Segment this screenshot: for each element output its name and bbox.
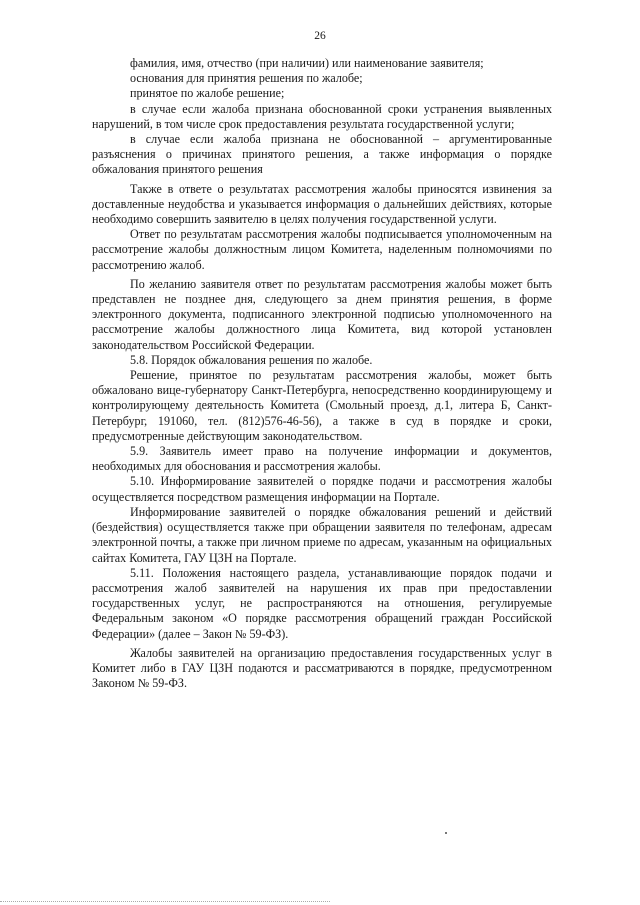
scan-edge-line (0, 901, 330, 902)
paragraph: Жалобы заявителей на организацию предоставления государственных услуг в Комитет либо в ГАУ ЦЗН подаются и рассматриваются в порядке, предусмотренном Законом № 59-ФЗ. (92, 645, 552, 691)
paragraph: 5.8. Порядок обжалования решения по жалобе. (130, 352, 373, 367)
scan-speck (445, 832, 447, 834)
paragraph: принятое по жалобе решение; (130, 86, 285, 101)
document-body (92, 56, 552, 691)
page-number: 26 (314, 30, 326, 42)
paragraph: Решение, принятое по результатам рассмотрения жалобы, может быть обжаловано вице-губернатору Санкт-Петербурга, непосредственно координирующему и контролирующему деятельность Комитета (Смольный проезд, д.1, литера Б, Санкт-Петербург, 191060, тел. (812)576-46-56), а также в суд в порядке и сроки, предусмотренные действующим законодательством. (92, 368, 552, 443)
paragraph: в случае если жалоба признана не обоснованной – аргументированные разъяснения о причинах принятого решения, а также информация о порядке обжалования принятого решения (92, 132, 552, 177)
paragraph: 5.11. Положения настоящего раздела, устанавливающие порядок подачи и рассмотрения жалоб заявителей на нарушения их прав при предоставлении государственных услуг, не распространяются на отношения, регулируемые Федеральным законом «О порядке рассмотрения обращений граждан Российской Федерации» (далее – Закон № 59-ФЗ). (92, 565, 552, 641)
paragraph: Также в ответе о результатах рассмотрения жалобы приносятся извинения за доставленные неудобства и указывается информация о дальнейших действиях, которые необходимо совершить заявителю в целях получения государственной услуги. (92, 181, 552, 227)
paragraph: 5.10. Информирование заявителей о порядке подачи и рассмотрения жалобы осуществляется посредством размещения информации на Портале. (92, 474, 552, 504)
paragraph: Ответ по результатам рассмотрения жалобы подписывается уполномоченным на рассмотрение жалобы должностным лицом Комитета, наделенным полномочиями по рассмотрению жалоб. (92, 227, 552, 272)
paragraph: Информирование заявителей о порядке обжалования решений и действий (бездействия) осуществляется также при обращении заявителя по телефонам, адресам электронной почты, а также при личном приеме по адресам, указанным на официальных сайтах Комитета, ГАУ ЦЗН на Портале. (92, 504, 552, 565)
paragraph: По желанию заявителя ответ по результатам рассмотрения жалобы может быть представлен не позднее дня, следующего за днем принятия решения, в форме электронного документа, подписанного электронной подписью уполномоченного на рассмотрение жалобы должностного лица Комитета, вид которой установлен законодательством Российской Федерации. (92, 276, 552, 352)
paragraph: в случае если жалоба признана обоснованной сроки устранения выявленных нарушений, в том числе срок предоставления результата государственной услуги; (92, 101, 552, 131)
paragraph: основания для принятия решения по жалобе; (130, 71, 363, 86)
paragraph: фамилия, имя, отчество (при наличии) или наименование заявителя; (130, 56, 484, 70)
paragraph: 5.9. Заявитель имеет право на получение информации и документов, необходимых для обоснования и рассмотрения жалобы. (92, 444, 552, 474)
